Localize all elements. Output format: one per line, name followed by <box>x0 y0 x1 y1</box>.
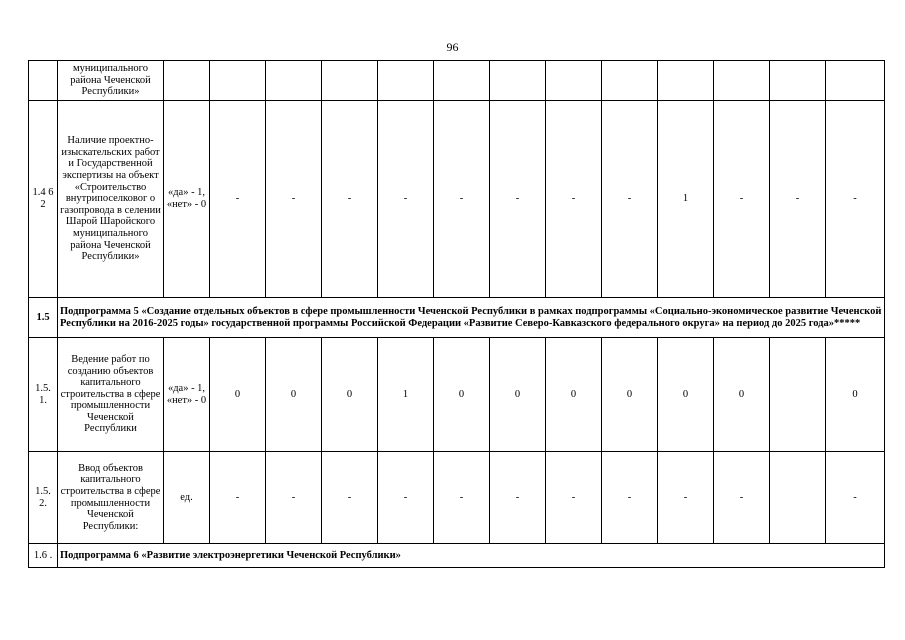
section-row <box>29 544 885 568</box>
unit-cell: ед. <box>164 452 210 544</box>
row-number: 1.5 <box>29 298 58 338</box>
indicator-name: Ведение работ по созданию объектов капитального строительства в сфере промышленности Чеченской Республики <box>58 338 164 452</box>
value-cell: - <box>490 101 546 298</box>
value-cell: - <box>602 452 658 544</box>
row-number: 1.6 . <box>29 544 58 568</box>
value-cell <box>434 61 490 101</box>
value-cell: - <box>490 452 546 544</box>
value-cell: - <box>658 452 714 544</box>
value-cell <box>770 452 826 544</box>
indicator-name: Наличие проектно-изыскательских работ и Государственной экспертизы на объект «Строительство внутрипоселковог о газопровода в селении Шарой Шаройского муниципального района Чеченской Республики» <box>58 101 164 298</box>
value-cell: - <box>322 101 378 298</box>
value-cell <box>714 61 770 101</box>
section-title: Подпрограмма 6 «Развитие электроэнергетики Чеченской Республики» <box>58 544 885 568</box>
section-title: Подпрограмма 5 «Создание отдельных объектов в сфере промышленности Чеченской Республики в рамках подпрограммы «Социально-экономическое развитие Чеченской Республики на 2016-2025 годы» государственной программы Российской Федерации «Развитие Северо-Кавказского федерального округа» на период до 2025 года»***** <box>58 298 885 338</box>
value-cell <box>210 61 266 101</box>
value-cell <box>546 61 602 101</box>
unit-cell <box>164 61 210 101</box>
value-cell: - <box>378 101 434 298</box>
value-cell: - <box>266 452 322 544</box>
value-cell: 0 <box>266 338 322 452</box>
value-cell: 1 <box>658 101 714 298</box>
value-cell: 0 <box>490 338 546 452</box>
value-cell: - <box>546 452 602 544</box>
page-number: 96 <box>446 40 459 54</box>
value-cell: 0 <box>826 338 885 452</box>
row-number <box>29 61 58 101</box>
table-row <box>29 452 885 544</box>
value-cell: 0 <box>658 338 714 452</box>
value-cell: - <box>770 101 826 298</box>
value-cell: - <box>546 101 602 298</box>
row-number: 1.5. 1. <box>29 338 58 452</box>
value-cell: - <box>826 452 885 544</box>
value-cell <box>378 61 434 101</box>
row-number: 1.4 6 2 <box>29 101 58 298</box>
value-cell: - <box>826 101 885 298</box>
indicator-name: Ввод объектов капитального строительства в сфере промышленности Чеченской Республики: <box>58 452 164 544</box>
value-cell <box>602 61 658 101</box>
value-cell: - <box>378 452 434 544</box>
value-cell: 0 <box>434 338 490 452</box>
indicators-table <box>28 60 885 568</box>
value-cell: 0 <box>602 338 658 452</box>
value-cell: 0 <box>714 338 770 452</box>
value-cell: - <box>714 452 770 544</box>
section-row <box>29 298 885 338</box>
unit-cell: «да» - 1, «нет» - 0 <box>164 101 210 298</box>
value-cell <box>770 61 826 101</box>
value-cell <box>490 61 546 101</box>
unit-cell: «да» - 1, «нет» - 0 <box>164 338 210 452</box>
value-cell <box>322 61 378 101</box>
value-cell <box>770 338 826 452</box>
value-cell: - <box>266 101 322 298</box>
value-cell: - <box>434 101 490 298</box>
table-row <box>29 61 885 101</box>
table-row <box>29 338 885 452</box>
value-cell <box>658 61 714 101</box>
value-cell: - <box>434 452 490 544</box>
value-cell: 0 <box>210 338 266 452</box>
value-cell: - <box>210 452 266 544</box>
indicator-name: муниципального района Чеченской Республики» <box>58 61 164 101</box>
value-cell: 0 <box>322 338 378 452</box>
value-cell: - <box>714 101 770 298</box>
value-cell: 0 <box>546 338 602 452</box>
table-row <box>29 101 885 298</box>
value-cell <box>826 61 885 101</box>
value-cell: 1 <box>378 338 434 452</box>
value-cell: - <box>322 452 378 544</box>
row-number: 1.5. 2. <box>29 452 58 544</box>
value-cell: - <box>602 101 658 298</box>
value-cell <box>266 61 322 101</box>
value-cell: - <box>210 101 266 298</box>
